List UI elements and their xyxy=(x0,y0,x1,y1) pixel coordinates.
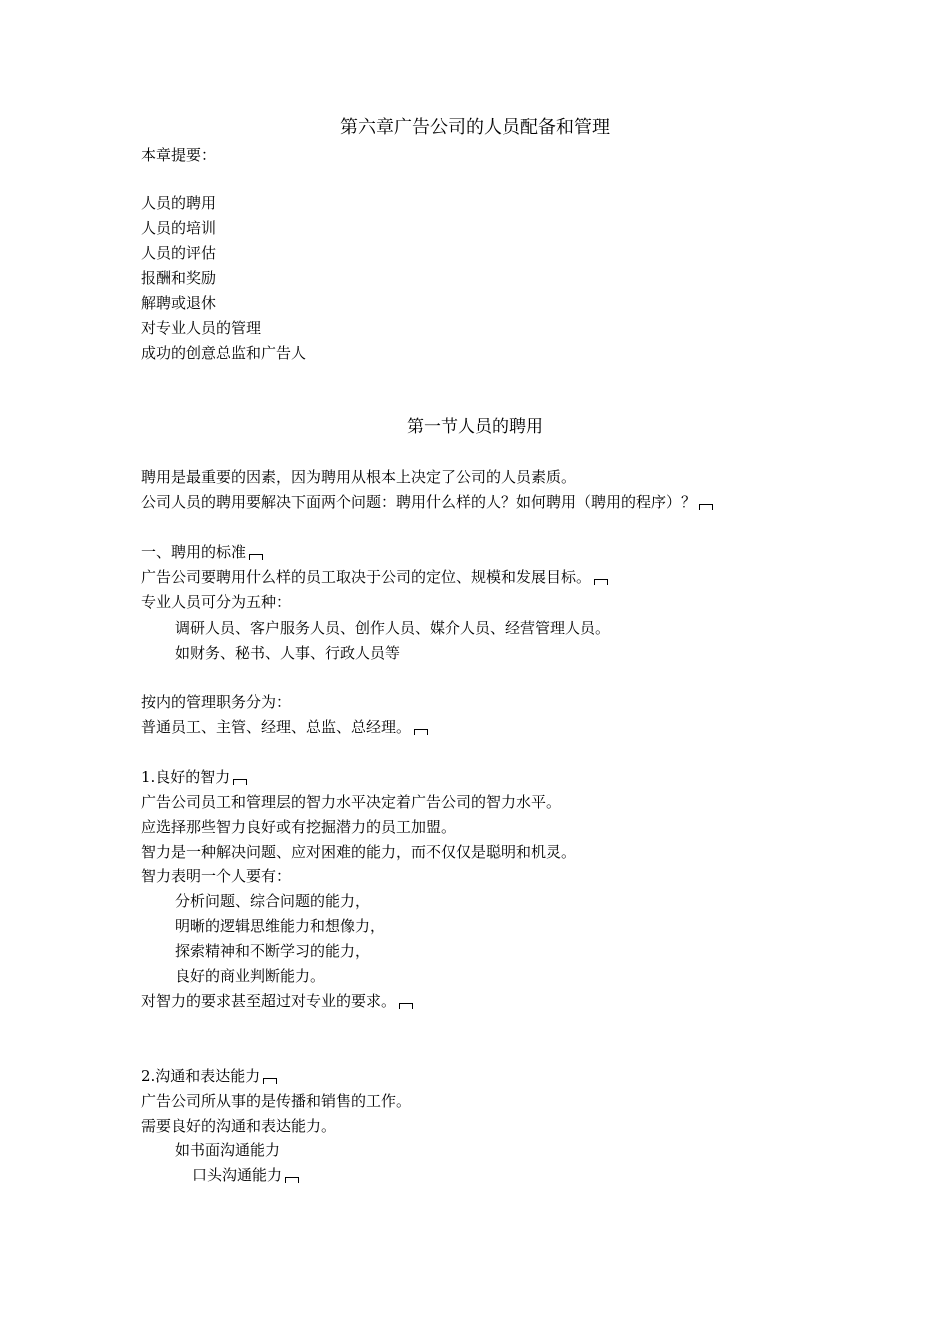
intelligence-line: 广告公司员工和管理层的智力水平决定着广告公司的智力水平。 xyxy=(141,793,562,811)
section-title: 第一节人员的聘用 xyxy=(407,417,543,437)
paragraph-mark xyxy=(594,579,608,585)
duty-label: 按内的管理职务分为： xyxy=(141,693,292,711)
professional-types: 调研人员、客户服务人员、创作人员、媒介人员、经营管理人员。 xyxy=(175,619,611,637)
intelligence-line: 应选择那些智力良好或有挖掘潜力的员工加盟。 xyxy=(141,818,457,836)
ability-item: 良好的商业判断能力。 xyxy=(175,967,326,985)
paragraph-mark xyxy=(233,779,247,785)
paragraph-mark xyxy=(263,1078,277,1084)
communication-line: 广告公司所从事的是传播和销售的工作。 xyxy=(141,1092,412,1110)
intelligence-heading: 1.良好的智力 xyxy=(141,767,247,787)
ability-item: 探索精神和不断学习的能力， xyxy=(175,942,371,960)
intro-line: 公司人员的聘用要解决下面两个问题：聘用什么样的人？如何聘用（聘用的程序）？ xyxy=(141,492,713,512)
summary-item: 报酬和奖励 xyxy=(141,269,217,287)
duty-list: 普通员工、主管、经理、总监、总经理。 xyxy=(141,717,428,737)
chapter-title: 第六章广告公司的人员配备和管理 xyxy=(340,117,610,138)
paragraph-mark xyxy=(699,504,713,510)
professional-types: 如财务、秘书、人事、行政人员等 xyxy=(175,644,401,662)
intelligence-closing: 对智力的要求甚至超过对专业的要求。 xyxy=(141,991,413,1011)
intro-line: 聘用是最重要的因素，因为聘用从根本上决定了公司的人员素质。 xyxy=(141,468,577,486)
paragraph-mark xyxy=(414,729,428,735)
communication-line: 需要良好的沟通和表达能力。 xyxy=(141,1117,337,1135)
ability-item: 明晰的逻辑思维能力和想像力， xyxy=(175,917,386,935)
standards-line: 广告公司要聘用什么样的员工取决于公司的定位、规模和发展目标。 xyxy=(141,567,608,587)
standards-line: 专业人员可分为五种： xyxy=(141,593,292,611)
summary-item: 成功的创意总监和广告人 xyxy=(141,344,307,362)
summary-item: 人员的评估 xyxy=(141,244,217,262)
paragraph-mark xyxy=(399,1003,413,1009)
standards-heading: 一、聘用的标准 xyxy=(141,542,263,562)
ability-item: 分析问题、综合问题的能力， xyxy=(175,892,371,910)
paragraph-mark xyxy=(285,1177,299,1183)
summary-item: 人员的聘用 xyxy=(141,194,217,212)
summary-item: 对专业人员的管理 xyxy=(141,319,262,337)
summary-label: 本章提要： xyxy=(141,146,217,164)
summary-item: 解聘或退休 xyxy=(141,294,217,312)
communication-heading: 2.沟通和表达能力 xyxy=(141,1066,277,1086)
written-communication: 如书面沟通能力 xyxy=(175,1141,281,1159)
intelligence-line: 智力表明一个人要有： xyxy=(141,867,292,885)
paragraph-mark xyxy=(249,554,263,560)
summary-item: 人员的培训 xyxy=(141,219,217,237)
oral-communication: 口头沟通能力 xyxy=(192,1165,299,1185)
intelligence-line: 智力是一种解决问题、应对困难的能力，而不仅仅是聪明和机灵。 xyxy=(141,843,577,861)
